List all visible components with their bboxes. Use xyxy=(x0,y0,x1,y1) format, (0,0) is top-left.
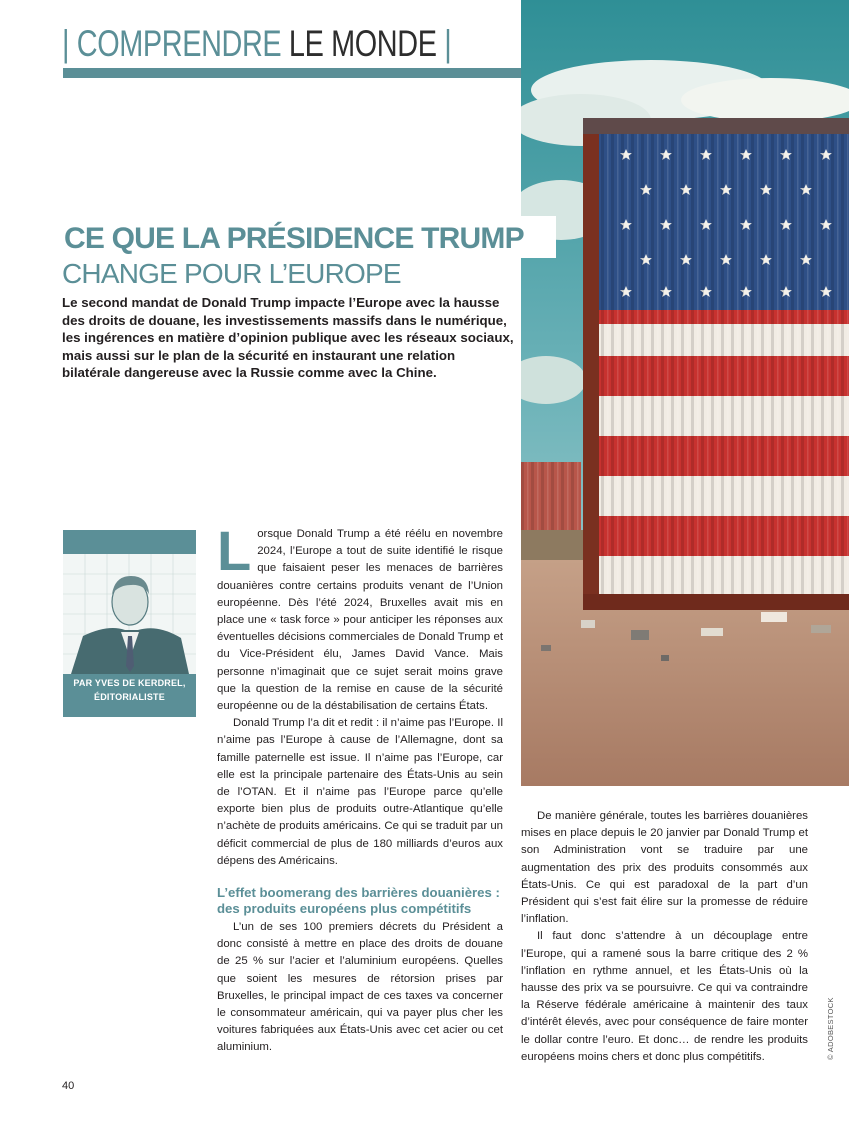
rubric-word-comprendre: COMPRENDRE xyxy=(76,23,282,64)
header-rule xyxy=(63,68,525,78)
subheadline: CHANGE POUR L’EUROPE xyxy=(62,258,405,290)
paragraph-4: De manière générale, toutes les barrières douanières mises en place depuis le 20 janvier par Donald Trump et son Administration vont se traduire par une augmentation des prix des produits consommés aux États-Unis. Ce qui est paradoxal de la part d’un Président qui s’est fait élire sur la promesse de réduire l’inflation. xyxy=(521,810,808,926)
lede: Le second mandat de Donald Trump impacte l’Europe avec la hausse des droits de douane, les investissements massifs dans le numérique, les ingérences en matière d’opinion publique avec les réseaux sociaux, mais aussi sur le plan de la sécurité en instaurant une relation bilatérale dangereuse avec la Russie comme avec la Chine. xyxy=(62,295,514,381)
paragraph-1 xyxy=(217,519,503,715)
rubric-word-le-monde: LE MONDE xyxy=(288,23,437,64)
author-name: PAR YVES DE KERDREL, xyxy=(73,678,186,688)
headline-box xyxy=(56,216,556,258)
paragraph-2: Donald Trump l’a dit et redit : il n’aime pas l’Europe. Il n’aime pas l’Europe à cause de l’Allemagne, dont sa famille paternelle est issue. Il n’aime pas l’Europe, car elle est la principale partenaire des États-Unis au sein de l’OTAN. Et il n’aime pas l’Europe parce qu’elle exporte bien plus de produits outre-Atlantique qu’elle n’achète de produits américains. Ce qui se traduit par un déficit commercial de plus de 180 milliards d’euros aux dépens des Américains. xyxy=(217,717,503,867)
container-flag-photo xyxy=(521,0,849,786)
article-column-2 xyxy=(521,808,808,1066)
author-caption xyxy=(63,676,196,704)
author-box xyxy=(63,530,196,717)
page-number: 40 xyxy=(62,1080,75,1092)
photo-credit: © ADOBESTOCK xyxy=(826,997,835,1060)
article-column-1 xyxy=(217,519,503,1057)
headline: CE QUE LA PRÉSIDENCE TRUMP xyxy=(64,222,524,255)
author-portrait xyxy=(63,554,196,674)
paragraph-1-text: orsque Donald Trump a été réélu en novembre 2024, l’Europe a tout de suite identifié le risque que faisaient peser les menaces de barrières douanières contre certains produits venant de l’Union européenne. Dès l’été 2024, Bruxelles avait mis en place une « task force » pour anticiper les réponses aux éventuelles décisions commerciales de Donald Trump et du Vice-Président élu, James David Vance. Mais personne n’imaginait que ce sujet serait moins grave que la question de la remise en cause de la sécurité européenne ou de la déstabilisation de certains États. xyxy=(217,528,503,713)
drop-cap: L xyxy=(217,519,252,582)
section-rubric xyxy=(62,22,451,66)
rubric-bar-left: | xyxy=(62,23,70,64)
paragraph-5: Il faut donc s’attendre à un découplage entre l’Europe, qui a ramené sous la barre critique des 2 % l’inflation en rythme annuel, et les États-Unis où la hausse des prix va se poursuivre. Ce qui va contraindre la Réserve fédérale américaine à maintenir des taux d’intérêt élevés, avec pour conséquence de faire monter le dollar contre l’euro. Et donc… de rendre les produits européens moins chers et donc plus compétitifs. xyxy=(521,930,808,1063)
paragraph-3: L’un de ses 100 premiers décrets du Président a donc consisté à mettre en place des droits de douane de 25 % sur l’acier et l’aluminium européens. Quelles que soient les mesures de rétorsion prises par Bruxelles, le principal impact de ces taxes va concerner le consommateur américain, qui va payer plus cher les voitures fabriquées aux États-Unis avec cet acier ou cet aluminium. xyxy=(217,921,503,1054)
rubric-bar-right: | xyxy=(444,23,452,64)
author-role: ÉDITORIALISTE xyxy=(94,692,165,702)
section-subhead: L’effet boomerang des barrières douanières : des produits européens plus compétitifs xyxy=(217,885,500,917)
